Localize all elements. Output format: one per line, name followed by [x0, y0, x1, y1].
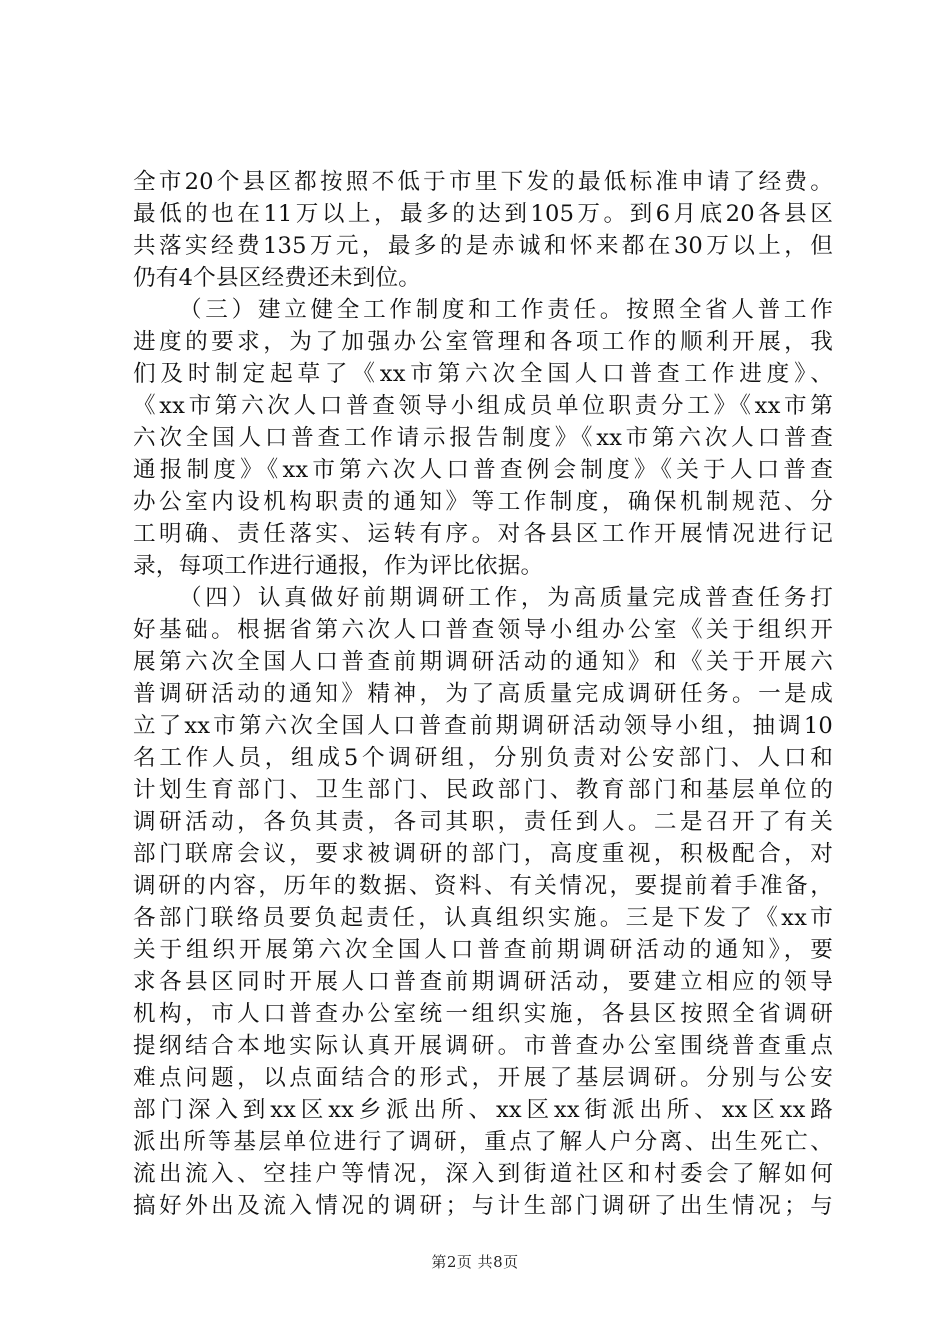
document-body: [133, 166, 833, 1222]
text-line: 全市20个县区都按照不低于市里下发的最低标准申请了经费。: [133, 169, 833, 195]
text-line: 共落实经费135万元，最多的是赤诚和怀来都在30万以上，但: [133, 233, 833, 259]
page-footer: 第2页 共8页: [431, 1253, 519, 1271]
text-line: 搞好外出及流入情况的调研；与计生部门调研了出生情况；与: [133, 1193, 833, 1219]
text-line: 求各县区同时开展人口普查前期调研活动，要建立相应的领导: [133, 969, 833, 995]
text-line: 们及时制定起草了《xx市第六次全国人口普查工作进度》、: [133, 361, 833, 387]
text-line: 六次全国人口普查工作请示报告制度》《xx市第六次人口普查: [133, 425, 833, 451]
text-line: 仍有4个县区经费还未到位。: [133, 265, 422, 291]
text-line: 调研活动，各负其责，各司其职，责任到人。二是召开了有关: [133, 809, 833, 835]
text-line: 通报制度》《xx市第六次人口普查例会制度》《关于人口普查: [133, 457, 833, 483]
text-line: 部门联席会议，要求被调研的部门，高度重视，积极配合，对: [133, 841, 833, 867]
text-line: 工明确、责任落实、运转有序。对各县区工作开展情况进行记: [133, 521, 833, 547]
text-line: 普调研活动的通知》精神，为了高质量完成调研任务。一是成: [133, 681, 833, 707]
text-line: 难点问题，以点面结合的形式，开展了基层调研。分别与公安: [133, 1065, 833, 1091]
text-line: 调研的内容，历年的数据、资料、有关情况，要提前着手准备，: [133, 873, 833, 899]
text-line: 好基础。根据省第六次人口普查领导小组办公室《关于组织开: [133, 617, 833, 643]
text-line: 部门深入到xx区xx乡派出所、xx区xx街派出所、xx区xx路: [133, 1097, 833, 1123]
text-line: 最低的也在11万以上，最多的达到105万。到6月底20各县区: [133, 201, 833, 227]
text-line: 关于组织开展第六次全国人口普查前期调研活动的通知》，要: [133, 937, 833, 963]
text-line: 流出流入、空挂户等情况，深入到街道社区和村委会了解如何: [133, 1161, 833, 1187]
text-line: 名工作人员，组成5个调研组，分别负责对公安部门、人口和: [133, 745, 833, 771]
text-line: （四）认真做好前期调研工作，为高质量完成普查任务打: [179, 585, 833, 611]
text-line: （三）建立健全工作制度和工作责任。按照全省人普工作: [179, 297, 833, 323]
text-line: 计划生育部门、卫生部门、民政部门、教育部门和基层单位的: [133, 777, 833, 803]
text-line: 展第六次全国人口普查前期调研活动的通知》和《关于开展六: [133, 649, 833, 675]
text-line: 机构，市人口普查办公室统一组织实施，各县区按照全省调研: [133, 1001, 833, 1027]
text-line: 录，每项工作进行通报，作为评比依据。: [133, 553, 544, 579]
text-line: 《xx市第六次人口普查领导小组成员单位职责分工》《xx市第: [133, 393, 833, 419]
text-line: 办公室内设机构职责的通知》等工作制度，确保机制规范、分: [133, 489, 833, 515]
text-line: 提纲结合本地实际认真开展调研。市普查办公室围绕普查重点: [133, 1033, 833, 1059]
text-line: 立了xx市第六次全国人口普查前期调研活动领导小组，抽调10: [133, 713, 833, 739]
text-line: 派出所等基层单位进行了调研，重点了解人户分离、出生死亡、: [133, 1129, 833, 1155]
text-line: 进度的要求，为了加强办公室管理和各项工作的顺利开展，我: [133, 329, 833, 355]
text-line: 各部门联络员要负起责任，认真组织实施。三是下发了《xx市: [133, 905, 833, 931]
